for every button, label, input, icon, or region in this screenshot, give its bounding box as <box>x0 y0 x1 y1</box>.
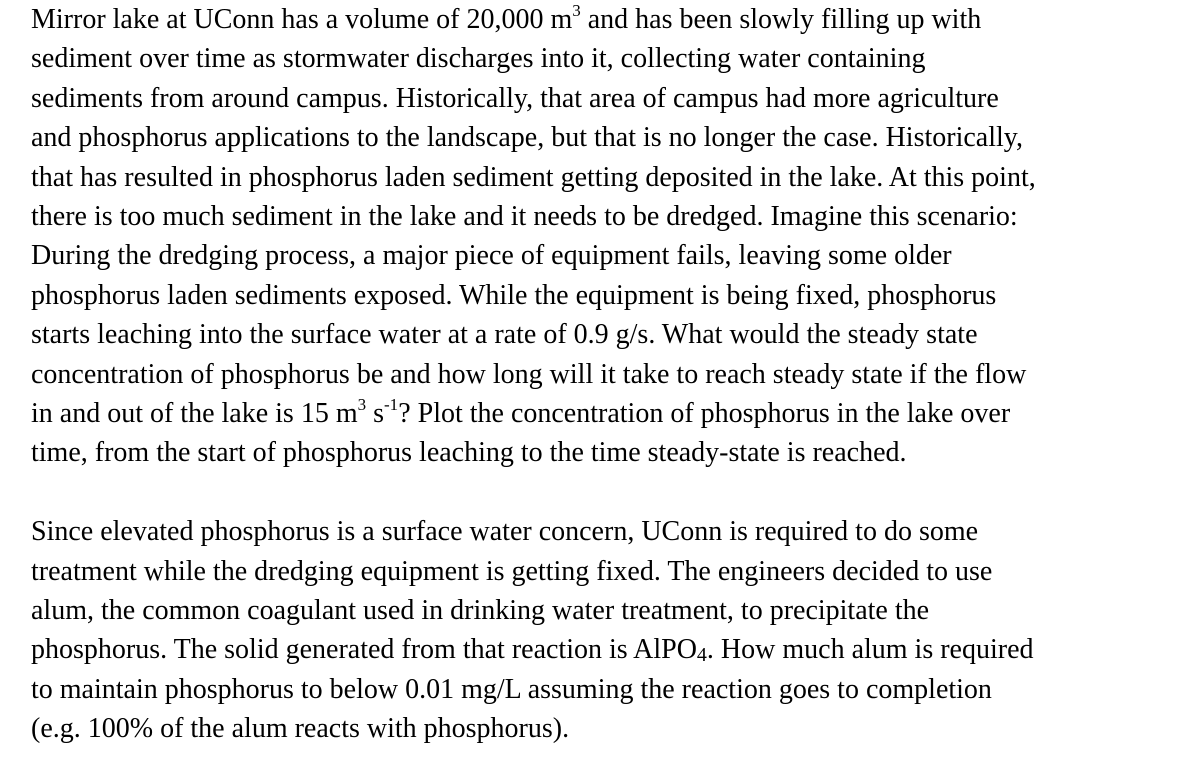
text-line: Since elevated phosphorus is a surface water concern, UConn is required to do some <box>31 516 979 548</box>
text-span: Mirror lake at UConn has a volume of 20,000 m <box>31 4 573 35</box>
paragraph-gap <box>31 473 1191 512</box>
text-line: to maintain phosphorus to below 0.01 mg/L assuming the reaction goes to completion <box>31 673 992 705</box>
text-line: and phosphorus applications to the landscape, but that is no longer the case. Historically, <box>31 122 1023 154</box>
text-line: treatment while the dredging equipment is getting fixed. The engineers decided to use <box>31 555 993 587</box>
text-line <box>31 630 1191 669</box>
text-line: phosphorus laden sediments exposed. While the equipment is being fixed, phosphorus <box>31 279 997 311</box>
superscript: -1 <box>384 395 399 415</box>
paragraph-alum-treatment <box>31 512 1191 748</box>
text-span: phosphorus. The solid generated from that reaction is AlPO <box>31 634 697 666</box>
text-line <box>31 0 1191 39</box>
text-line: starts leaching into the surface water at a rate of 0.9 g/s. What would the steady state <box>31 319 978 351</box>
text-line: concentration of phosphorus be and how long will it take to reach steady state if the flow <box>31 358 1027 390</box>
text-span: s <box>366 398 385 430</box>
text-span: ? Plot the concentration of phosphorus in the lake over <box>398 398 1011 430</box>
superscript: 3 <box>572 1 581 20</box>
text-span: and has been slowly filling up with <box>580 4 982 35</box>
text-line: (e.g. 100% of the alum reacts with phosphorus). <box>31 713 570 745</box>
document-page <box>31 0 1191 749</box>
text-line: sediment over time as stormwater discharges into it, collecting water containing <box>31 43 926 75</box>
text-span: . How much alum is required <box>706 634 1034 666</box>
text-line: time, from the start of phosphorus leaching to the time steady-state is reached. <box>31 437 907 469</box>
text-line: there is too much sediment in the lake and it needs to be dredged. Imagine this scenario: <box>31 201 1018 233</box>
text-span: in and out of the lake is 15 m <box>31 398 358 430</box>
superscript: 3 <box>357 395 367 415</box>
text-line: During the dredging process, a major piece of equipment fails, leaving some older <box>31 240 952 272</box>
text-line: alum, the common coagulant used in drinking water treatment, to precipitate the <box>31 595 930 627</box>
subscript: 4 <box>696 644 707 667</box>
text-line: sediments from around campus. Historically, that area of campus had more agriculture <box>31 82 999 114</box>
text-line <box>31 394 1191 433</box>
paragraph-problem-statement <box>31 0 1191 473</box>
text-line: that has resulted in phosphorus laden sediment getting deposited in the lake. At this point, <box>31 161 1036 193</box>
